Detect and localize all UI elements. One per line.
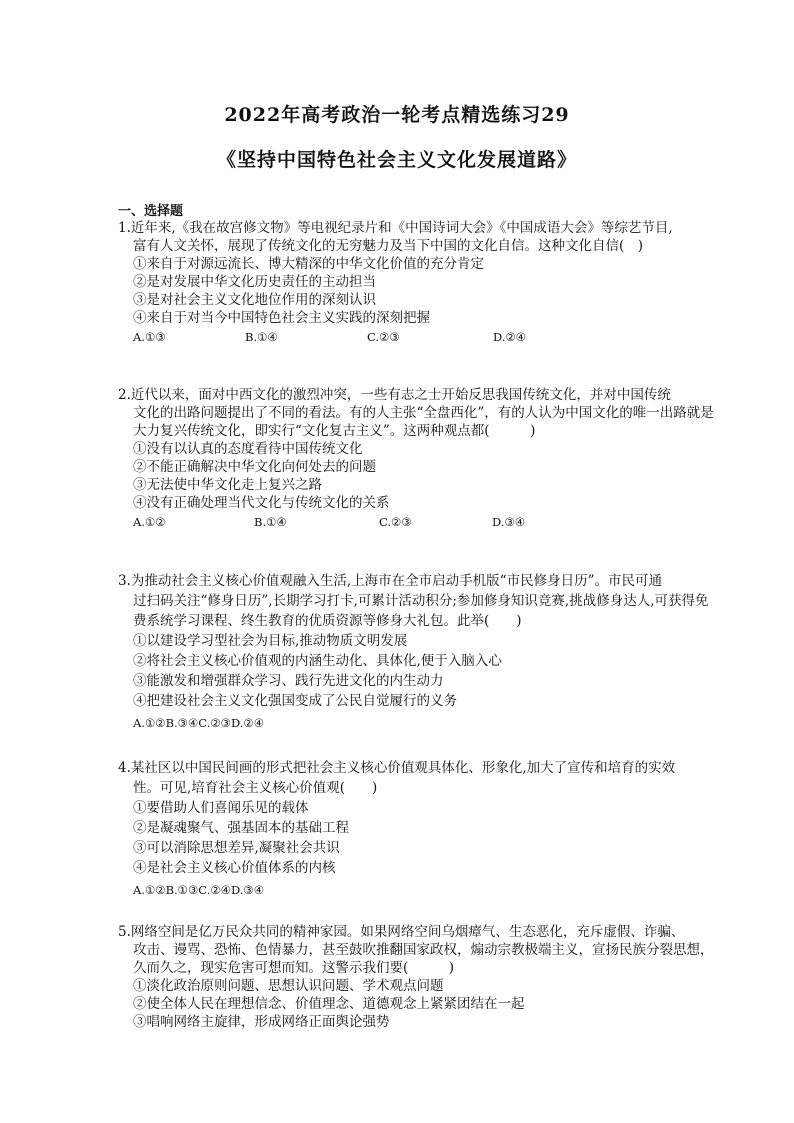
option-2: ②不能正确解决中华文化向何处去的问题: [133, 459, 376, 475]
question-1: [118, 219, 718, 346]
option-2: ②将社会主义核心价值观的内涵生动化、具体化,便于入脑入心: [133, 653, 502, 669]
choice-b: B.①④: [254, 515, 287, 529]
question-stem: 为推动社会主义核心价值观融入生活,上海市在全市启动手机版“市民修身日历”。市民可通: [130, 573, 662, 589]
question-5: [118, 923, 718, 1031]
answer-choices: [118, 328, 718, 346]
choice-d: D.③④: [492, 515, 526, 529]
option-4: ④是社会主义核心价值体系的内核: [133, 860, 336, 876]
option-2: ②是对发展中华文化历史责任的主动担当: [133, 274, 376, 290]
answer-choices: A.①②B.③④C.②③D.②④: [133, 716, 265, 730]
option-2: ②使全体人民在理想信念、价值理念、道德观念上紧紧团结在一起: [133, 996, 525, 1012]
option-3: ③唱响网络主旋律，形成网络正面舆论强势: [133, 1014, 390, 1030]
question-3: [118, 571, 718, 745]
option-3: ③是对社会主义文化地位作用的深刻认识: [133, 292, 376, 308]
option-4: ④没有正确处理当代文化与传统文化的关系: [133, 495, 390, 511]
question-stem: 网络空间是亿万民众共同的精神家园。如果网络空间乌烟瘴气、生态恶化，充斥虚假、诈骗、: [130, 924, 685, 940]
choice-a: A.①③: [133, 330, 166, 344]
option-4: ④来自于对当今中国特色社会主义实践的深刻把握: [133, 310, 430, 326]
option-2: ②是凝魂聚气、强基固本的基础工程: [133, 820, 349, 836]
option-1: ①要借助人们喜闻乐见的载体: [133, 800, 309, 816]
choice-a: A.①②: [133, 515, 166, 529]
option-4: ④把建设社会主义文化强国变成了公民自觉履行的义务: [133, 693, 457, 709]
choice-b: B.①④: [245, 330, 278, 344]
question-stem-continued: 文化的出路问题提出了不同的看法。有的人主张“全盘西化”，有的人认为中国文化的唯一出路就是大力复兴传统文化，即实行“文化复古主义”。这两种观点都( ): [133, 405, 714, 439]
question-number: 1.: [118, 220, 131, 236]
page-subtitle: 《坚持中国特色社会主义文化发展道路》: [216, 149, 577, 171]
question-stem: 某社区以中国民间画的形式把社会主义核心价值观具体化、形象化,加大了宣传和培育的实效: [130, 760, 676, 776]
choice-c: C.②③: [367, 330, 400, 344]
question-2: [118, 386, 718, 531]
option-3: ③能激发和增强群众学习、践行先进文化的内生动力: [133, 673, 444, 689]
option-1: ①来自于对源远流长、博大精深的中华文化价值的充分肯定: [133, 256, 484, 272]
question-stem-continued: 富有人文关怀，展现了传统文化的无穷魅力及当下中国的文化自信。这种文化自信( ): [133, 238, 644, 254]
question-stem-continued: 过扫码关注“修身日历”,长期学习打卡,可累计活动积分;参加修身知识竞赛,挑战修身达人,可获得免费系统学习课程、终生教育的优质资源等修身大礼包。此举( ): [133, 593, 709, 629]
choice-c: C.②③: [379, 515, 412, 529]
question-number: 4.: [118, 760, 131, 776]
option-1: ①没有以认真的态度看待中国传统文化: [133, 441, 363, 457]
option-3: ③无法使中华文化走上复兴之路: [133, 477, 322, 493]
option-3: ③可以消除思想差异,凝聚社会共识: [133, 840, 340, 856]
question-number: 5.: [118, 924, 131, 940]
choice-d: D.②④: [493, 330, 527, 344]
question-number: 3.: [118, 573, 131, 589]
option-1: ①淡化政治原则问题、思想认识问题、学术观点问题: [133, 978, 444, 994]
question-number: 2.: [118, 387, 131, 403]
answer-choices: [118, 513, 718, 531]
option-1: ①以建设学习型社会为目标,推动物质文明发展: [133, 633, 408, 649]
question-stem-continued: 性。可见,培育社会主义核心价值观( ): [133, 780, 378, 796]
section-heading: 一、选择题: [118, 204, 184, 219]
answer-choices: A.①②B.①③C.②④D.③④: [133, 883, 265, 897]
page-title: 2022年高考政治一轮考点精选练习29: [224, 104, 570, 126]
question-stem-continued: 攻击、谩骂、恐怖、色情暴力，甚至鼓吹推翻国家政权，煽动宗教极端主义，宣扬民族分裂思想，久而久之，现实危害可想而知。这警示我们要( ): [133, 942, 714, 976]
question-4: [118, 758, 718, 912]
question-stem: 近年来,《我在故宫修文物》等电视纪录片和《中国诗词大会》《中国成语大会》等综艺节目,: [130, 220, 673, 236]
question-stem: 近代以来，面对中西文化的激烈冲突，一些有志之士开始反思我国传统文化，并对中国传统: [130, 387, 671, 403]
